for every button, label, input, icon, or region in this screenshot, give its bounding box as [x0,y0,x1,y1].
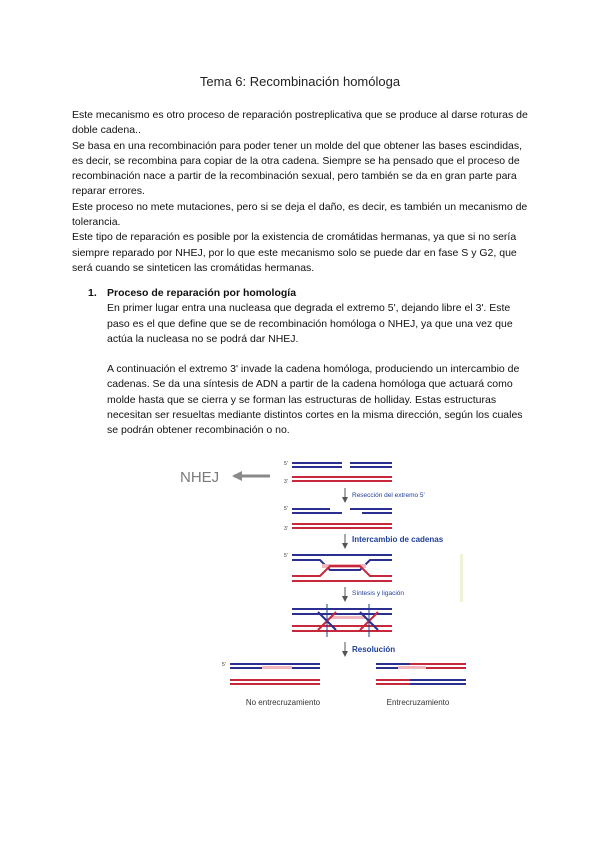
intro-paragraph: Se basa en una recombinación para poder tener un molde del que obtener las bases escindidas, es decir, se recombina para copiar de la otra cadena. Siempre se ha pensado que el proceso de recombinación nace a partir de la recombinación sexual, pero también se da en gran parte para reparar errores. [72,139,523,198]
stage-holliday-junctions [292,604,392,637]
step-label: Resolución [352,645,396,654]
page-title: Tema 6: Recombinación homóloga [199,74,401,89]
end-label: 3' [284,479,288,485]
nhej-arrow-head [232,471,242,481]
recombination-figure [170,454,480,716]
section-number: 1. [88,287,97,299]
recombination-diagram [170,454,480,716]
outcome-label-crossover: Entrecruzamiento [386,698,450,707]
nhej-label: NHEJ [180,469,220,486]
section-repair-process [88,286,528,439]
intro-paragraph: Este mecanismo es otro proceso de reparación postreplicativa que se produce al darse roturas de doble cadena.. [72,109,528,137]
intro-paragraph: Este tipo de reparación es posible por la existencia de cromátidas hermanas, ya que si no sería siempre reparado por NHEJ, por lo que este mecanismo solo se puede dar en fase S y G2, que será cuando se sinteticen las cromátidas hermanas. [72,231,517,274]
step-label: Resección del extremo 5' [352,492,425,499]
end-label: 5' [284,461,288,467]
intro-paragraph: Este proceso no mete mutaciones, pero si se deja el daño, es decir, es también un mecanismo de tolerancia. [72,200,528,229]
step-label: Intercambio de cadenas [352,535,444,544]
stage-double-strand-break [284,461,392,485]
end-label: 5' [284,553,288,559]
stage-strand-invasion [284,553,392,581]
end-label: 5' [284,506,288,512]
stage-resection [284,506,392,532]
end-label: 3' [284,526,288,532]
section-heading [88,286,528,301]
outcome-label-no-crossover: No entrecruzamiento [245,698,321,707]
intro-text [72,108,532,276]
section-paragraph: En primer lugar entra una nucleasa que degrada el extremo 5', dejando libre el 3'. Este paso es el que define que se de recombinación homóloga o NHEJ, ya que una vez que actúa la nucleasa no se podrá dar NHEJ. [107,302,513,345]
step-label: Síntesis y ligación [352,590,405,597]
section-paragraph: A continuación el extremo 3' invade la cadena homóloga, produciendo un intercambio de cadenas. Se da una síntesis de ADN a partir de la cadena homóloga que actuará como molde hasta que se cierra y se forman las estructuras de holliday. Estas estructuras necesitan ser resueltas mediante distintos cortes en la misma dirección, según los cuales se podrán obtener recombinación o no. [107,363,523,437]
stage-resolution-outcomes [222,662,466,684]
section-heading-text: Proceso de reparación por homología [107,287,297,299]
end-label: 5' [222,662,226,668]
